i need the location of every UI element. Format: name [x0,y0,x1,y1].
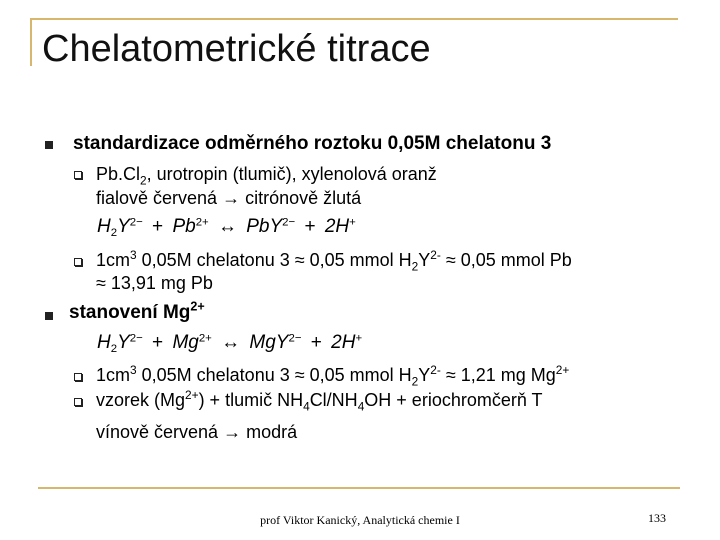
hollow-square-bullet-icon [74,373,82,381]
frame-horizontal-line [30,18,678,20]
hollow-square-bullet-icon [74,258,82,266]
frame-vertical-line [30,18,32,66]
bullet1-text: standardizace odměrného roztoku 0,05M chelatonu 3 [73,133,552,154]
bullet2-sub2-line1: vzorek $(Mg^{2+})$ + tlumič $NH_4Cl/NH_4OH$ + eriochromčerň T [96,388,543,414]
bullet2-text: stanovení $Mg^{2+}$ [69,299,205,323]
footer-author: prof Viktor Kanický, Analytická chemie I [260,513,460,527]
footer-divider [38,487,680,489]
equation-pb: $H_2Y^{2-} + Pb^{2+}$ ↔ PbY$^{2-}$ + 2H+ [97,216,356,239]
square-bullet-icon [45,312,53,320]
square-bullet-icon [45,141,53,149]
bullet2-sub2-line2: vínově červená → modrá [96,422,298,442]
bullet1-sub2-line2: ≈ 13,91 mg Pb [96,273,213,293]
equation-mg: $H_2Y^{2-} + Mg^{2+}$ ↔ MgY$^{2-}$ + 2H+ [97,332,363,355]
slide-title: Chelatometrické titrace [42,28,431,70]
bullet1-sub1-line2: fialově červená → citrónově žlutá [96,188,362,208]
hollow-square-bullet-icon [74,398,82,406]
bullet1-sub1-line1: $Pb.Cl_2$, urotropin (tlumič), xylenolová oranž [96,164,437,188]
bullet2-sub1-line1: $1cm^3$ 0,05M chelatonu 3 ≈ 0,05 mmol $H_2Y^{2-} \approx 1,21$ mg $Mg^{2+}$ [96,363,570,389]
bullet1-sub2-line1: $1cm^3$ 0,05M chelatonu 3 ≈ 0,05 mmol $H_2Y^{2-} \approx 0,05$ mmol Pb [96,248,572,274]
hollow-square-bullet-icon [74,171,82,179]
page-number: 133 [648,511,666,525]
